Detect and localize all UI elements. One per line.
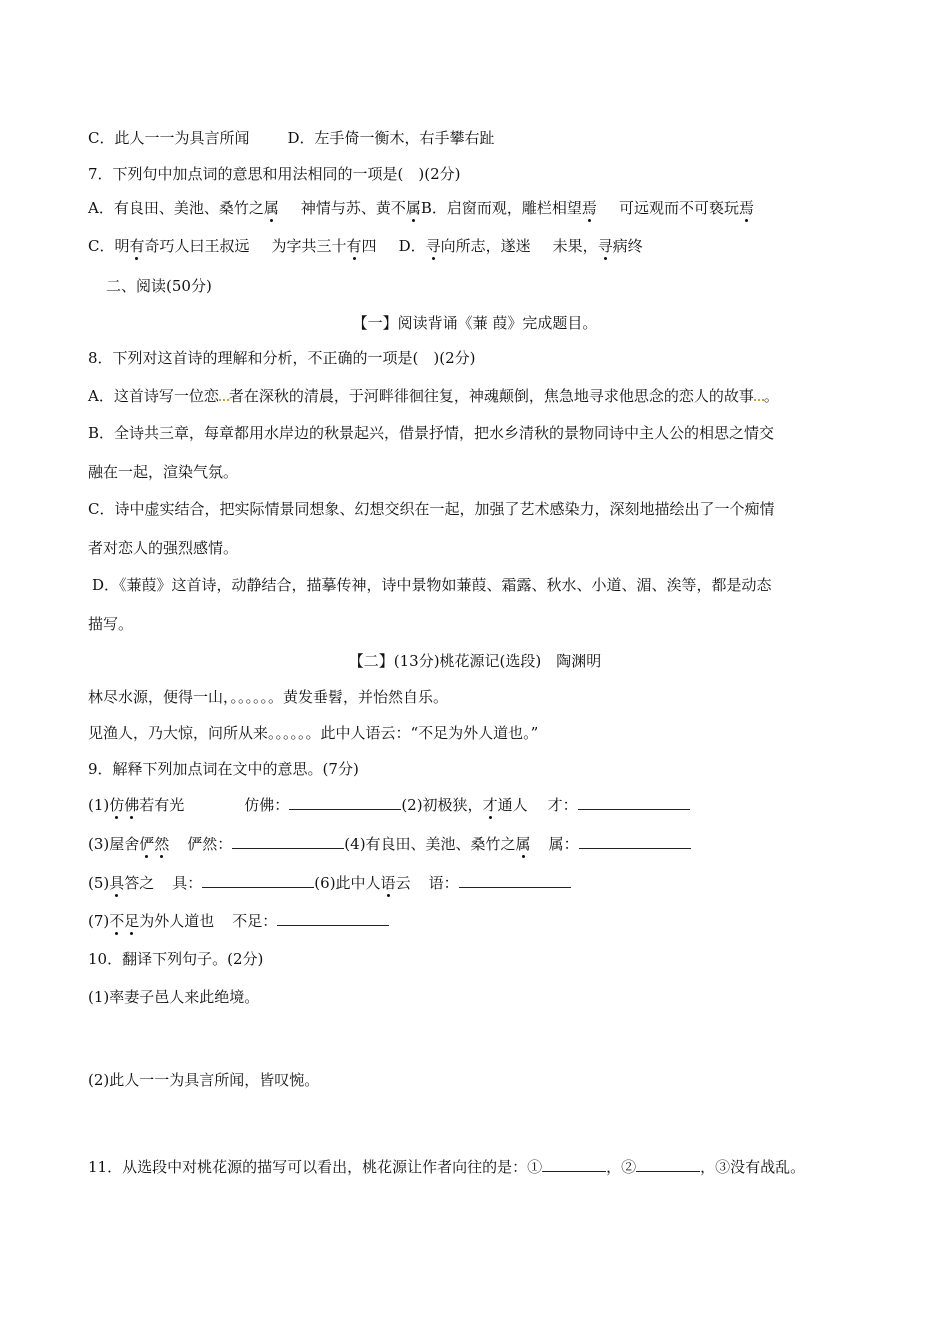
dotted-word: 寻 — [425, 237, 441, 255]
item-text: 答之 — [124, 874, 155, 892]
answer-blank[interactable] — [542, 1157, 606, 1172]
q8-option-a — [88, 386, 779, 406]
q8-option-c-line1: C．诗中虚实结合，把实际情景同想象、幻想交织在一起，加强了艺术感染力，深刻地描绘出了一个痴情 — [88, 500, 775, 518]
q8-a-text2: 者在深秋的清晨，于河畔徘徊往复，神魂颠倒，焦急地寻求他思念的恋人的故事 — [228, 387, 754, 405]
q10-stem: 10．翻译下列句子。(2分) — [88, 950, 264, 968]
dotted-word: 然 — [154, 835, 170, 853]
answer-blank[interactable] — [636, 1157, 700, 1172]
q8-option-b-line1: B．全诗共三章，每章都用水岸边的秋景起兴，借景抒情，把水乡清秋的景物同诗中主人公的相思之情交 — [88, 424, 775, 442]
q8-option-c-line2: 者对恋人的强烈感情。 — [88, 539, 239, 557]
dotted-word: 佛 — [124, 796, 140, 814]
q8-a-end: 。 — [763, 387, 779, 405]
dotted-word: 属 — [405, 199, 421, 217]
q7-a-text: A．有良田、美池、桑竹之 — [88, 199, 264, 217]
item-number: (1) — [88, 796, 110, 814]
q6-option-c-d — [88, 128, 495, 148]
q9-row2 — [88, 834, 691, 854]
q7-options-ab — [88, 198, 754, 218]
q7-d-rest2: 病终 — [612, 237, 643, 255]
q8-a-text: A．这首诗写一位恋 — [88, 387, 219, 405]
q7-c-rest: 奇巧人曰王叔远 — [144, 237, 250, 255]
dotted-word: 焉 — [738, 199, 754, 217]
answer-blank[interactable] — [277, 911, 389, 926]
edit-mark — [219, 390, 229, 401]
dotted-word: 具 — [109, 874, 125, 892]
q7-b-text: B．启窗而观，雕栏相望 — [420, 199, 582, 217]
q9-stem: 9．解释下列加点词在文中的意思。(7分) — [88, 760, 359, 778]
item-number: (3)屋舍 — [88, 835, 140, 853]
item-text: 云 — [395, 874, 411, 892]
section-heading: 二、阅读(50分) — [106, 277, 212, 295]
q7-c-rest2: 四 — [361, 237, 377, 255]
q8-option-b-line2: 融在一起，渲染气氛。 — [88, 463, 239, 481]
q7-a-text2: 神情与苏、黄不 — [300, 199, 406, 217]
q8-option-d-line1: D．《蒹葭》这首诗，动静结合，描摹传神，诗中景物如蒹葭、霜露、秋水、小道、湄、涘等，都是动态 — [92, 576, 772, 594]
part1-title: 【一】阅读背诵《蒹 葭》完成题目。 — [352, 314, 598, 332]
dotted-word: 才 — [482, 796, 498, 814]
q7-b-text2: 可远观而不可亵玩 — [618, 199, 739, 217]
item-number: (7) — [88, 912, 110, 930]
q7-c-text: C．明 — [88, 237, 130, 255]
edit-mark — [754, 390, 764, 401]
dotted-word: 语 — [380, 874, 396, 892]
dotted-word: 属 — [263, 199, 279, 217]
item-text: 为外人道也 — [139, 912, 215, 930]
dotted-word: 不 — [109, 912, 125, 930]
q7-d-rest: 向所志，遂迷 — [440, 237, 531, 255]
item-label: 属： — [548, 835, 579, 853]
q9-row3 — [88, 873, 571, 893]
q11-text: 11．从选段中对桃花源的描写可以看出，桃花源让作者向往的是：① — [88, 1158, 543, 1176]
item-text: 通人 — [497, 796, 528, 814]
dotted-word: 足 — [124, 912, 140, 930]
q7-d-text: D． — [398, 237, 426, 255]
item-number: (4)有良田、美池、桑竹之 — [344, 835, 516, 853]
q9-row4 — [88, 911, 389, 931]
item-label: 不足： — [232, 912, 278, 930]
item-label: 具： — [172, 874, 203, 892]
dotted-word: 焉 — [581, 199, 597, 217]
dotted-word: 仿 — [109, 796, 125, 814]
part2-title: 【二】(13分)桃花源记(选段) 陶渊明 — [348, 652, 602, 670]
q7-options-cd — [88, 236, 643, 256]
answer-blank[interactable] — [202, 873, 314, 888]
q8-stem: 8．下列对这首诗的理解和分析，不正确的一项是( )(2分) — [88, 349, 476, 367]
item-text: 若有光 — [139, 796, 185, 814]
q11-text3: ，③没有战乱。 — [700, 1158, 806, 1176]
q6-option-c: C．此人一一为具言所闻 — [88, 129, 250, 147]
answer-blank[interactable] — [232, 834, 344, 849]
q11-text2: ，② — [606, 1158, 637, 1176]
q7-c-text2: 为字共三十 — [271, 237, 347, 255]
dotted-word: 有 — [346, 237, 362, 255]
q6-option-d: D．左手倚一衡木，右手攀右趾 — [287, 129, 495, 147]
answer-blank[interactable] — [459, 873, 571, 888]
item-label: 仿佛： — [244, 796, 290, 814]
q10-sentence1: (1)率妻子邑人来此绝境。 — [88, 988, 260, 1006]
item-label: 才： — [547, 796, 578, 814]
item-number: (2)初极狭， — [401, 796, 483, 814]
dotted-word: 俨 — [139, 835, 155, 853]
item-label: 俨然： — [187, 835, 233, 853]
item-number: (6)此中人 — [314, 874, 381, 892]
q9-row1 — [88, 795, 690, 815]
q7-d-text2: 未果， — [552, 237, 598, 255]
item-number: (5) — [88, 874, 110, 892]
answer-blank[interactable] — [578, 795, 690, 810]
dotted-word: 有 — [129, 237, 145, 255]
passage-line1: 林尽水源，便得一山，。。。。。。黄发垂髫，并怡然自乐。 — [88, 688, 449, 706]
item-label: 语： — [428, 874, 459, 892]
q11-question — [88, 1157, 805, 1177]
q8-option-d-line2: 描写。 — [88, 615, 134, 633]
answer-blank[interactable] — [289, 795, 401, 810]
answer-blank[interactable] — [579, 834, 691, 849]
passage-line2: 见渔人，乃大惊，问所从来。。。。。。此中人语云：“不足为外人道也。” — [88, 724, 539, 742]
dotted-word: 属 — [515, 835, 531, 853]
q10-sentence2: (2)此人一一为具言所闻，皆叹惋。 — [88, 1071, 320, 1089]
q7-stem: 7．下列句中加点词的意思和用法相同的一项是( )(2分) — [88, 165, 461, 183]
dotted-word: 寻 — [597, 237, 613, 255]
